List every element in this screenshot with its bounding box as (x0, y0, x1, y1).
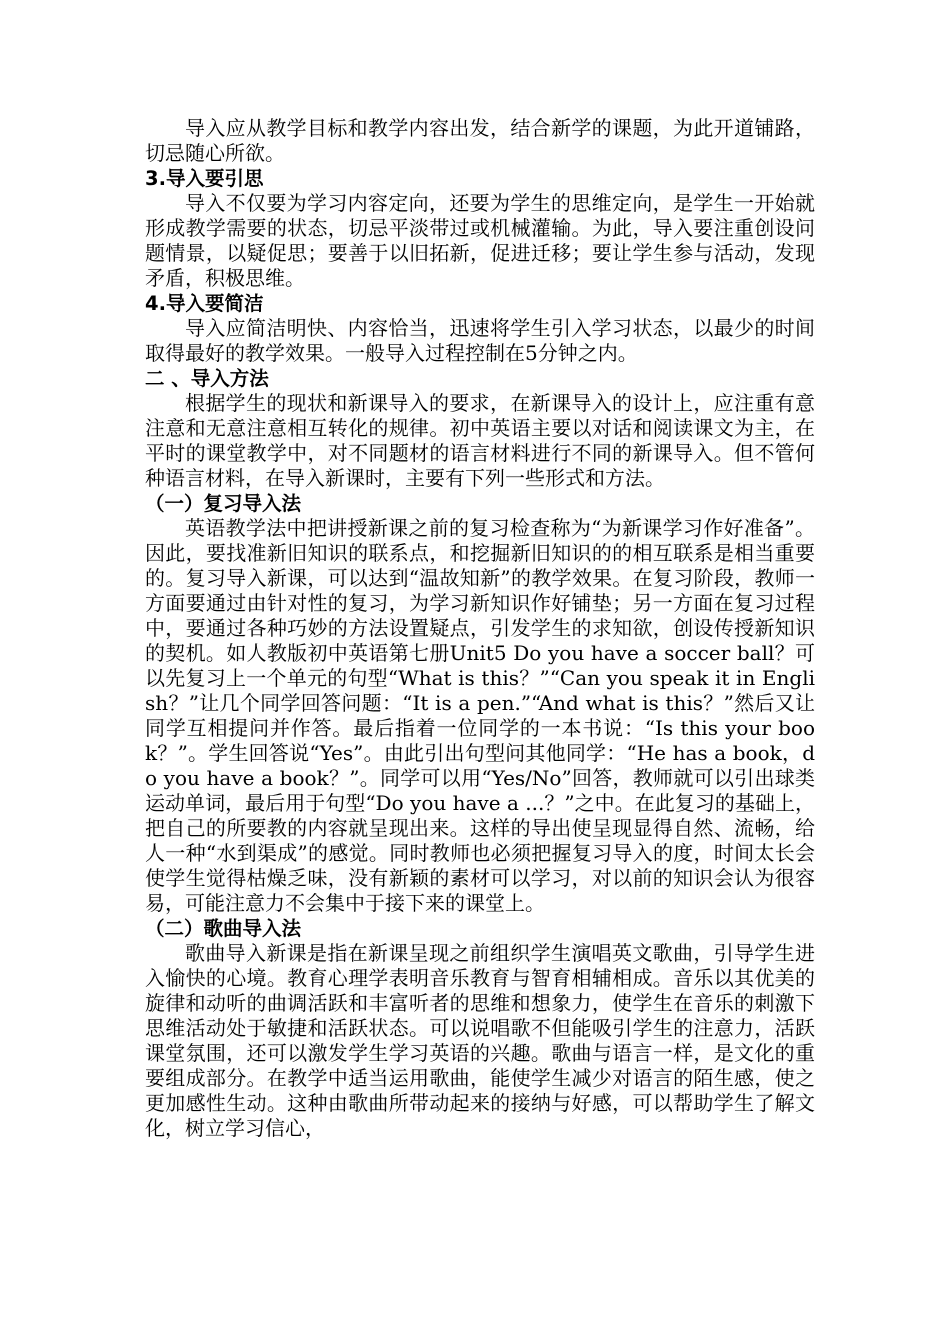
paragraph-song-method: 歌曲导入新课是指在新课呈现之前组织学生演唱英文歌曲，引导学生进入愉快的心境。教育心理学表明音乐教育与智育相辅相成。音乐以其优美的旋律和动听的曲调活跃和丰富听者的思维和想象力，使学生在音乐的刺激下思维活动处于敏捷和活跃状态。可以说唱歌不但能吸引学生的注意力，活跃课堂氛围，还可以激发学生学习英语的兴趣。歌曲与语言一样，是文化的重要组成部分。在教学中适当运用歌曲，能使学生减少对语言的陌生感，使之更加感性生动。这种由歌曲所带动起来的接纳与好感，可以帮助学生了解文化，树立学习信心， (145, 941, 815, 1140)
paragraph-intro-purpose: 导入应从教学目标和教学内容出发，结合新学的课题，为此开道铺路，切忌随心所欲。 (145, 116, 815, 165)
heading-section-methods: 二 、导入方法 (145, 367, 269, 390)
paragraph-guide-thinking: 导入不仅要为学习内容定向，还要为学生的思维定向，是学生一开始就形成教学需要的状态，切忌平淡带过或机械灌输。为此，导入要注重创设问题情景，以疑促思；要善于以旧拓新，促进迁移；要让学生参与活动，发现矛盾，积极思维。 (145, 191, 815, 290)
heading-song-method: （二）歌曲导入法 (145, 917, 302, 940)
paragraph-concise: 导入应简洁明快、内容恰当，迅速将学生引入学习状态，以最少的时间取得最好的教学效果。一般导入过程控制在5分钟之内。 (145, 316, 815, 365)
document-page (145, 116, 815, 1141)
heading-concise: 4.导入要简洁 (145, 292, 264, 315)
paragraph-review-method: 英语教学法中把讲授新课之前的复习检查称为“为新课学习作好准备”。因此，要找准新旧知识的联系点，和挖掘新旧知识的的相互联系是相当重要的。复习导入新课，可以达到“温故知新”的教学效果。在复习阶段，教师一方面要通过由针对性的复习，为学习新知识作好铺垫；另一方面在复习过程中，要通过各种巧妙的方法设置疑点，引发学生的求知欲，创设传授新知识的契机。如人教版初中英语第七册Unit5 Do you have a soccer ball？可以先复习上一个单元的句型“What is this？”“Can you speak it in English？”让几个同学回答问题：“It is a pen.”“And what is this？”然后又让同学互相提问并作答。最后指着一位同学的一本书说：“Is this your book？”。学生回答说“Yes”。由此引出句型问其他同学：“He has a book，do you have a book？”。同学可以用“Yes/No”回答，教师就可以引出球类运动单词，最后用于句型“Do you have a ...？”之中。在此复习的基础上，把自己的所要教的内容就呈现出来。这样的导出使呈现显得自然、流畅，给人一种“水到渠成”的感觉。同时教师也必须把握复习导入的度，时间太长会使学生觉得枯燥乏味，没有新颖的素材可以学习，对以前的知识会认为很容易，可能注意力不会集中于接下来的课堂上。 (145, 516, 815, 915)
heading-review-method: （一）复习导入法 (145, 492, 302, 515)
heading-guide-thinking: 3.导入要引思 (145, 167, 264, 190)
paragraph-methods-intro: 根据学生的现状和新课导入的要求，在新课导入的设计上，应注重有意注意和无意注意相互转化的规律。初中英语主要以对话和阅读课文为主，在平时的课堂教学中，对不同题材的语言材料进行不同的新课导入。但不管何种语言材料，在导入新课时，主要有下列一些形式和方法。 (145, 391, 815, 490)
